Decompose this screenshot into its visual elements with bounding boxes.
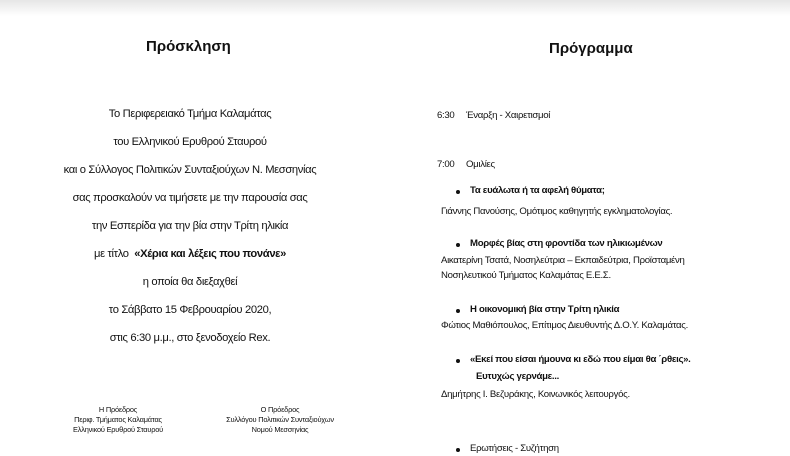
talks-text: Ομιλίες — [466, 159, 495, 170]
talk-speaker: Φώτιος Μαθιόπουλος, Επίτιμος Διευθυντής Δ.Ο.Υ. Καλαμάτας. — [441, 320, 688, 331]
bullet-icon — [456, 448, 460, 452]
signature-role: Ο Πρόεδρος — [260, 405, 300, 414]
bullet-icon — [456, 359, 460, 363]
bullet-icon — [456, 309, 460, 313]
event-time-venue: στις 6:30 μ.μ., στο ξενοδοχείο Rex. — [109, 332, 271, 344]
invitation-line: σας προσκαλούν να τιμήσετε με την παρουσία σας — [72, 192, 308, 204]
event-title: «Χέρια και λέξεις που πονάνε» — [134, 248, 287, 260]
invitation-line: και ο Σύλλογος Πολιτικών Συνταξιούχων Ν. Μεσσηνίας — [63, 164, 317, 176]
signature-org: Νομού Μεσσηνίας — [251, 425, 309, 434]
talk-speaker: Νοσηλευτικού Τμήματος Καλαμάτας Ε.Ε.Σ. — [441, 270, 611, 281]
event-date: το Σάββατο 15 Φεβρουαρίου 2020, — [108, 304, 272, 316]
signature-org: Συλλόγου Πολιτικών Συνταξιούχων — [226, 415, 334, 424]
talk-title: Η οικονομική βία στην Τρίτη ηλικία — [470, 304, 620, 315]
talk-title: «Εκεί που είσαι ήμουνα κι εδώ που είμαι θα ΄ρθεις». — [470, 354, 691, 365]
signature-org: Περιφ. Τμήματος Καλαμάτας — [74, 415, 162, 424]
signature-role: Η Πρόεδρος — [98, 405, 138, 414]
invitation-line: την Εσπερίδα για την βία στην Τρίτη ηλικία — [91, 220, 289, 232]
invitation-line: η οποία θα διεξαχθεί — [142, 276, 238, 288]
talk-title: Τα ευάλωτα ή τα αφελή θύματα; — [470, 185, 605, 196]
talk-speaker: Δημήτρης Ι. Βεζυράκης, Κοινωνικός λειτουργός. — [441, 389, 630, 400]
top-shadow — [0, 0, 790, 16]
talk-speaker: Γιάννης Πανούσης, Ομότιμος καθηγητής εγκληματολογίας. — [441, 206, 673, 217]
signature-right — [200, 405, 360, 435]
invitation-line: του Ελληνικού Ερυθρού Σταυρού — [113, 136, 267, 148]
talk-subtitle: Ευτυχώς γερνάμε... — [476, 371, 560, 382]
talk-speaker: Αικατερίνη Τσατά, Νοσηλεύτρια – Εκπαιδεύτρια, Προϊσταμένη — [441, 255, 685, 266]
bullet-icon — [456, 243, 460, 247]
opening-text: Έναρξη - Χαιρετισμοί — [466, 110, 551, 121]
title-prefix: με τίτλο — [93, 248, 129, 260]
opening-time: 6:30 — [437, 110, 455, 121]
invitation-title-line — [0, 248, 410, 260]
invitation-title: Πρόσκληση — [146, 38, 231, 55]
talk-title: Μορφές βίας στη φροντίδα των ηλικιωμένων — [470, 238, 663, 249]
signature-org: Ελληνικού Ερυθρού Σταυρού — [73, 425, 163, 434]
program-title: Πρόγραμμα — [549, 40, 633, 57]
bullet-icon — [456, 190, 460, 194]
invitation-line: Το Περιφερειακό Τμήμα Καλαμάτας — [108, 108, 272, 120]
signature-left — [58, 405, 178, 435]
talks-time: 7:00 — [437, 159, 455, 170]
closing-text: Ερωτήσεις - Συζήτηση — [470, 443, 559, 454]
